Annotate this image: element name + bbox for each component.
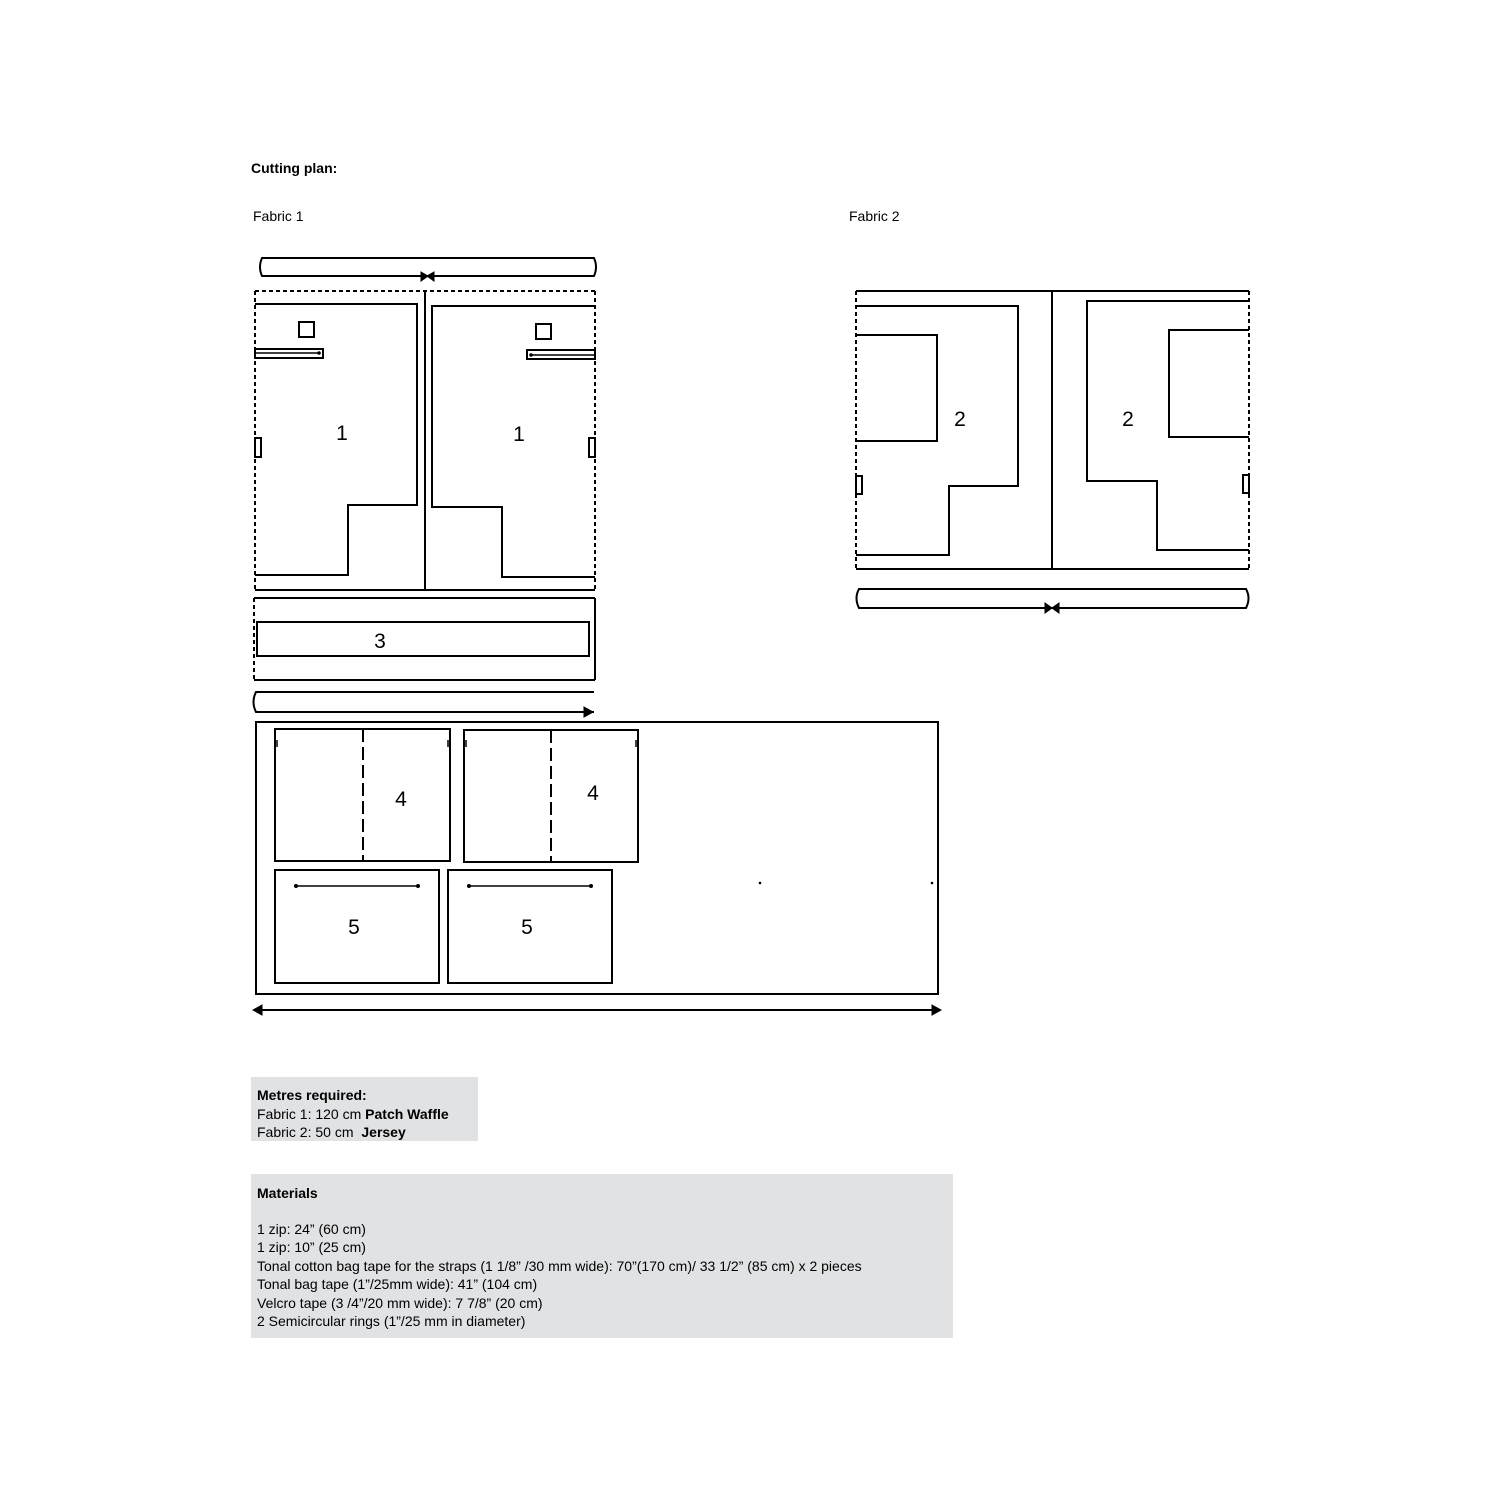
metres-fabric-1 [257, 1105, 478, 1124]
page-title: Cutting plan: [251, 160, 338, 176]
fabric-2-frame [856, 291, 1249, 569]
materials-heading: Materials [257, 1185, 318, 1201]
fabric-1-fold-strip [260, 258, 596, 281]
piece-1-right-label: 1 [513, 423, 525, 446]
piece-5-left-label: 5 [348, 916, 360, 939]
fabric-2-fold-strip [857, 589, 1249, 613]
piece-5-right-label: 5 [521, 916, 533, 939]
piece-4-left-label: 4 [395, 788, 407, 811]
piece-3-label: 3 [374, 630, 386, 653]
fabric-1-width-arrow [253, 1005, 941, 1015]
metres-fabric-1-name: Patch Waffle [365, 1105, 449, 1122]
materials-box [251, 1174, 953, 1338]
fabric-1-label: Fabric 1 [253, 208, 304, 224]
piece-4-right-label: 4 [587, 782, 599, 805]
piece-2-left-label: 2 [954, 408, 966, 431]
piece-2-right-label: 2 [1122, 408, 1134, 431]
fabric-1-lower-frame [256, 722, 938, 994]
materials-item: Tonal bag tape (1”/25mm wide): 41” (104 cm) [257, 1276, 538, 1292]
metres-required-box [251, 1077, 478, 1141]
materials-item: 1 zip: 24” (60 cm) [257, 1220, 366, 1237]
materials-item: 1 zip: 10” (25 cm) [257, 1239, 366, 1255]
metres-heading: Metres required: [257, 1087, 367, 1103]
materials-item: Tonal cotton bag tape for the straps (1 1/8” /30 mm wide): 70”(170 cm)/ 33 1/2” (85 cm) x 2 pieces [257, 1257, 862, 1274]
materials-item: Velcro tape (3 /4”/20 mm wide): 7 7/8” (20 cm) [257, 1294, 543, 1311]
piece-2-left [856, 306, 1018, 555]
metres-fabric-2-text: Fabric 2: 50 cm [257, 1124, 358, 1140]
metres-fabric-2 [257, 1123, 478, 1142]
fabric-2-label: Fabric 2 [849, 208, 900, 224]
materials-item: 2 Semicircular rings (1”/25 mm in diameter) [257, 1313, 526, 1329]
piece-2-right [1087, 301, 1249, 550]
piece-4-right [464, 730, 638, 862]
piece-3-frame [254, 598, 595, 680]
piece-4-left [275, 729, 450, 861]
fabric-1-frame [255, 291, 595, 590]
metres-fabric-2-name: Jersey [361, 1124, 406, 1140]
metres-fabric-1-text: Fabric 1: 120 cm [257, 1105, 366, 1122]
fabric-1-grain-strip [254, 692, 595, 717]
piece-1-left-label: 1 [336, 422, 348, 445]
